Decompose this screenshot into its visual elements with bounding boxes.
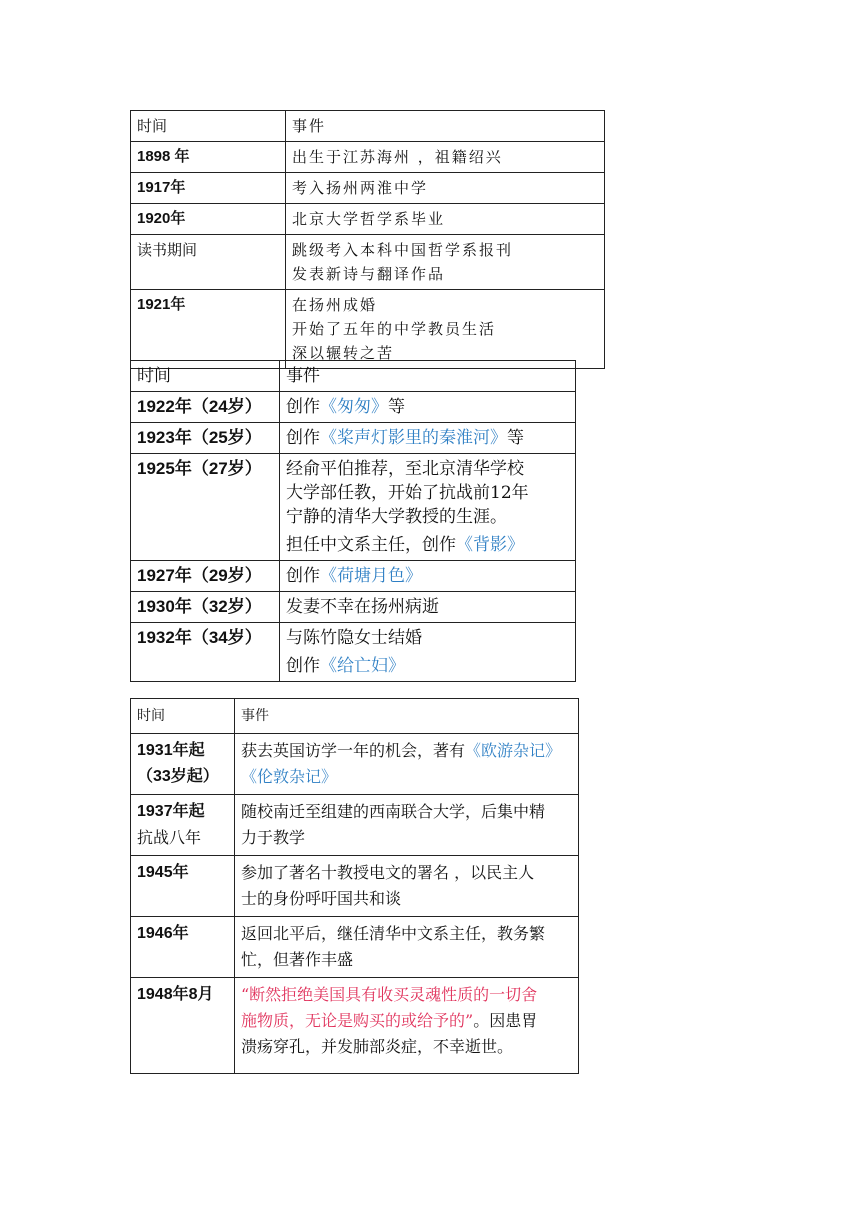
event-text: 发妻不幸在扬州病逝 bbox=[286, 597, 439, 617]
work-title: 《给亡妇》 bbox=[320, 656, 405, 676]
event-text: 等 bbox=[388, 397, 405, 417]
timeline-table-writing-career bbox=[130, 360, 576, 682]
work-title: 《匆匆》 bbox=[320, 397, 388, 417]
event-text: 与陈竹隐女士结婚 bbox=[286, 628, 422, 648]
time-cell: 1920年 bbox=[131, 204, 286, 235]
event-line bbox=[241, 1008, 572, 1034]
event-cell bbox=[286, 173, 605, 204]
event-column-header: 事件 bbox=[286, 111, 605, 142]
table-header-row bbox=[131, 111, 605, 142]
time-cell bbox=[131, 978, 235, 1074]
table-row bbox=[131, 235, 605, 290]
table-header-row bbox=[131, 361, 576, 392]
event-text: 考入扬州两淮中学 bbox=[292, 179, 429, 197]
event-text: 获去英国访学一年的机会，著有 bbox=[241, 741, 466, 760]
event-text: 参加了著名十教授电文的署名 ，以民主人 bbox=[241, 863, 535, 882]
event-cell bbox=[280, 392, 576, 423]
table-row bbox=[131, 204, 605, 235]
time-text: 1945年 bbox=[137, 864, 189, 881]
event-text: 创作 bbox=[286, 566, 320, 586]
time-column-header: 时间 bbox=[131, 111, 286, 142]
timeline-table-later-years bbox=[130, 698, 579, 1074]
event-text: 北京大学哲学系毕业 bbox=[292, 210, 446, 228]
event-text: 力于教学 bbox=[241, 828, 306, 847]
time-cell: 1932年（34岁） bbox=[131, 623, 280, 682]
work-title: 《桨声灯影里的秦淮河》 bbox=[320, 428, 507, 448]
table-row bbox=[131, 856, 579, 917]
event-text: 在扬州成婚 bbox=[292, 296, 378, 314]
time-text: 1931年起 bbox=[137, 742, 205, 759]
time-cell: 1922年（24岁） bbox=[131, 392, 280, 423]
event-line bbox=[286, 654, 569, 678]
event-cell bbox=[280, 592, 576, 623]
event-cell bbox=[286, 235, 605, 290]
table-row bbox=[131, 173, 605, 204]
event-cell bbox=[235, 978, 579, 1074]
event-line bbox=[241, 764, 572, 790]
table-row bbox=[131, 592, 576, 623]
table-row bbox=[131, 623, 576, 682]
event-cell bbox=[235, 795, 579, 856]
time-text: 1946年 bbox=[137, 925, 189, 942]
work-title: 《欧游杂记》 bbox=[465, 741, 562, 760]
table-row bbox=[131, 423, 576, 454]
event-line bbox=[286, 533, 569, 557]
time-cell bbox=[131, 917, 235, 978]
event-column-header: 事件 bbox=[235, 699, 579, 734]
table-header-row bbox=[131, 699, 579, 734]
event-cell bbox=[235, 734, 579, 795]
event-line bbox=[286, 564, 569, 588]
time-cell: 1927年（29岁） bbox=[131, 561, 280, 592]
time-cell: 1923年（25岁） bbox=[131, 423, 280, 454]
event-text: 士的身份呼吁国共和谈 bbox=[241, 889, 402, 908]
table-row bbox=[131, 454, 576, 561]
time-cell: 1917年 bbox=[131, 173, 286, 204]
table-row bbox=[131, 142, 605, 173]
event-line bbox=[241, 738, 572, 764]
table-row bbox=[131, 290, 605, 369]
time-cell bbox=[131, 856, 235, 917]
table-row bbox=[131, 978, 579, 1074]
event-text: 跳级考入本科中国哲学系报刊 bbox=[292, 241, 514, 259]
table-row bbox=[131, 917, 579, 978]
table-row bbox=[131, 795, 579, 856]
time-text: 1948年8月 bbox=[137, 986, 214, 1003]
event-text: 忙，但著作丰盛 bbox=[241, 950, 354, 969]
time-text: 抗战八年 bbox=[137, 828, 202, 847]
event-cell bbox=[286, 290, 605, 369]
event-text: 返回北平后，继任清华中文系主任，教务繁 bbox=[241, 924, 546, 943]
time-cell: 1898 年 bbox=[131, 142, 286, 173]
event-cell bbox=[286, 142, 605, 173]
table-row bbox=[131, 734, 579, 795]
event-line bbox=[286, 395, 569, 419]
event-text: 等 bbox=[507, 428, 524, 448]
table-row bbox=[131, 392, 576, 423]
event-text: 大学部任教，开始了抗战前12年 bbox=[286, 483, 529, 503]
event-text: 创作 bbox=[286, 656, 320, 676]
event-text: 开始了五年的中学教员生活 bbox=[292, 320, 497, 338]
time-column-header: 时间 bbox=[131, 699, 235, 734]
time-cell: 1925年（27岁） bbox=[131, 454, 280, 561]
work-title: 《荷塘月色》 bbox=[320, 566, 422, 586]
time-cell bbox=[131, 795, 235, 856]
time-cell: 1921年 bbox=[131, 290, 286, 369]
event-text: 经俞平伯推荐，至北京清华学校 bbox=[286, 459, 524, 479]
time-cell: 1930年（32岁） bbox=[131, 592, 280, 623]
event-text: 发表新诗与翻译作品 bbox=[292, 265, 446, 283]
time-text: 1937年起 bbox=[137, 803, 205, 820]
event-text: 深以辗转之苦 bbox=[292, 344, 395, 362]
event-text: 创作 bbox=[286, 428, 320, 448]
event-line bbox=[286, 426, 569, 450]
event-cell bbox=[235, 856, 579, 917]
event-text: 。因患胃 bbox=[473, 1011, 538, 1030]
event-cell bbox=[280, 561, 576, 592]
table-row bbox=[131, 561, 576, 592]
time-cell bbox=[131, 734, 235, 795]
event-text: 溃疡穿孔，并发肺部炎症，不幸逝世。 bbox=[241, 1037, 514, 1056]
quote-text: 施物质，无论是购买的或给予的” bbox=[241, 1011, 474, 1030]
event-cell bbox=[286, 204, 605, 235]
time-cell: 读书期间 bbox=[131, 235, 286, 290]
quote-text: “断然拒绝美国具有收买灵魂性质的一切舍 bbox=[241, 985, 538, 1004]
time-column-header: 时间 bbox=[131, 361, 280, 392]
event-cell bbox=[280, 623, 576, 682]
event-text: 出生于江苏海州 ，祖籍绍兴 bbox=[292, 148, 503, 166]
event-cell bbox=[280, 454, 576, 561]
event-cell bbox=[280, 423, 576, 454]
time-text: （33岁起） bbox=[137, 768, 219, 785]
event-text: 担任中文系主任，创作 bbox=[286, 535, 456, 555]
work-title: 《伦敦杂记》 bbox=[241, 767, 338, 786]
timeline-table-early-years bbox=[130, 110, 605, 369]
event-cell bbox=[235, 917, 579, 978]
event-column-header: 事件 bbox=[280, 361, 576, 392]
event-text: 随校南迁至组建的西南联合大学，后集中精 bbox=[241, 802, 546, 821]
event-text: 宁静的清华大学教授的生涯。 bbox=[286, 507, 507, 527]
event-text: 创作 bbox=[286, 397, 320, 417]
work-title: 《背影》 bbox=[456, 535, 524, 555]
